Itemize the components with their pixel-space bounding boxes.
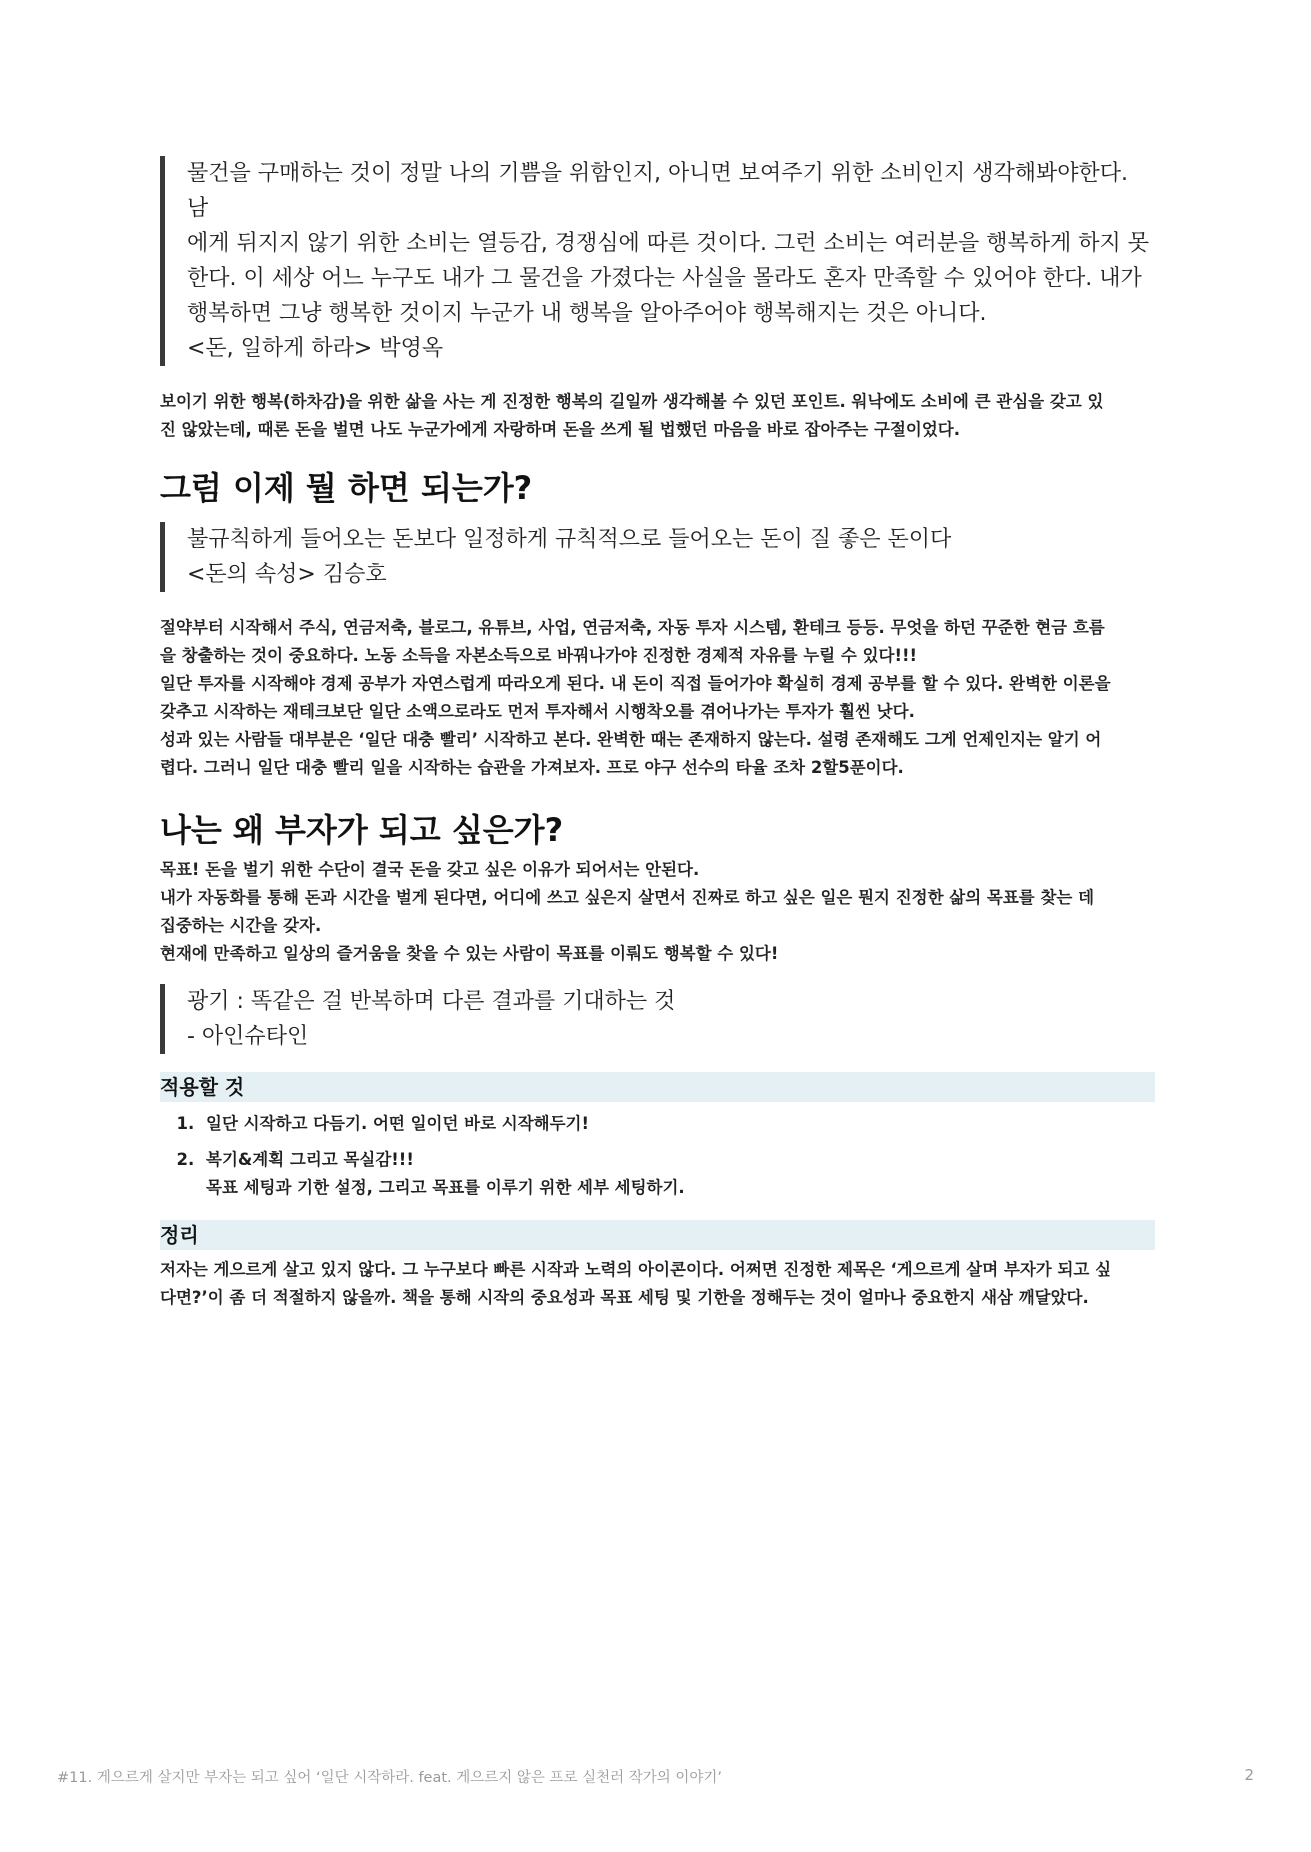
paragraph-line: 보이기 위한 행복(하차감)을 위한 삶을 사는 게 진정한 행복의 길일까 생각해볼 수 있던 포인트. 워낙에도 소비에 큰 관심을 갖고 있 [160,392,1104,411]
apply-list [160,1110,1155,1202]
paragraph-line: 내가 자동화를 통해 돈과 시간을 벌게 된다면, 어디에 쓰고 싶은지 살면서 진짜로 하고 싶은 일은 뭔지 진정한 삶의 목표를 찾는 데 [160,888,1095,907]
list-item-text: 일단 시작하고 다듬기. 어떤 일이던 바로 시작해두기! [206,1114,589,1133]
list-item [200,1110,1155,1138]
paragraph-line: 다면?’이 좀 더 적절하지 않을까. 책을 통해 시작의 중요성과 목표 세팅 및 기한을 정해두는 것이 얼마나 중요한지 새삼 깨달았다. [160,1288,1089,1307]
paragraph-1 [160,388,1155,444]
section-heading: 나는 왜 부자가 되고 싶은가? [160,811,564,849]
quote-block-3 [160,984,1155,1054]
paragraph-line: 갖추고 시작하는 재테크보단 일단 소액으로라도 먼저 투자해서 시행착오를 겪어나가는 투자가 훨씬 낫다. [160,702,915,721]
section-heading: 그럼 이제 뭘 하면 되는가? [160,469,533,507]
paragraph-line: 현재에 만족하고 일상의 즐거움을 찾을 수 있는 사람이 목표를 이뤄도 행복할 수 있다! [160,944,779,963]
page-number: 2 [1244,1766,1254,1784]
paragraph-line: 절약부터 시작해서 주식, 연금저축, 블로그, 유튜브, 사업, 연금저축, 자동 투자 시스템, 환테크 등등. 무엇을 하던 꾸준한 현금 흐름 [160,618,1105,637]
paragraph-line: 목표! 돈을 벌기 위한 수단이 결국 돈을 갖고 싶은 이유가 되어서는 안된다. [160,860,700,879]
quote-source: - 아인슈타인 [187,1024,309,1049]
quote-source: <돈의 속성> 김승호 [187,562,387,587]
list-item-text: 복기&계획 그리고 목실감!!! [206,1150,414,1169]
paragraph-line: 일단 투자를 시작해야 경제 공부가 자연스럽게 따라오게 된다. 내 돈이 직접 들어가야 확실히 경제 공부를 할 수 있다. 완벽한 이론을 [160,674,1111,693]
summary-paragraph [160,1256,1155,1312]
quote-line: 불규칙하게 들어오는 돈보다 일정하게 규칙적으로 들어오는 돈이 질 좋은 돈이다 [187,527,952,552]
paragraph-line: 을 창출하는 것이 중요하다. 노동 소득을 자본소득으로 바꿔나가야 진정한 경제적 자유를 누릴 수 있다!!! [160,646,918,665]
quote-source: <돈, 일하게 하라> 박영옥 [187,336,444,361]
paragraph-line: 진 않았는데, 때론 돈을 벌면 나도 누군가에게 자랑하며 돈을 쓰게 될 법했던 마음을 바로 잡아주는 구절이었다. [160,420,961,439]
quote-block-2 [160,522,1155,592]
paragraph-2 [160,614,1155,782]
paragraph-line: 집중하는 시간을 갖자. [160,916,322,935]
quote-line: 광기 : 똑같은 걸 반복하며 다른 결과를 기대하는 것 [187,989,676,1014]
quote-line: 행복하면 그냥 행복한 것이지 누군가 내 행복을 알아주어야 행복해지는 것은 아니다. [187,301,987,326]
quote-line: 에게 뒤지지 않기 위한 소비는 열등감, 경쟁심에 따른 것이다. 그런 소비는 여러분을 행복하게 하지 못 [187,231,1149,256]
subsection-heading: 적용할 것 [160,1072,1155,1102]
paragraph-3 [160,856,1155,968]
list-item-subtext: 목표 세팅과 기한 설정, 그리고 목표를 이루기 위한 세부 세팅하기. [206,1178,685,1197]
list-item [200,1146,1155,1202]
paragraph-line: 저자는 게으르게 살고 있지 않다. 그 누구보다 빠른 시작과 노력의 아이콘이다. 어쩌면 진정한 제목은 ‘게으르게 살며 부자가 되고 싶 [160,1260,1112,1279]
document-body [160,150,1155,1312]
quote-block-1 [160,156,1155,366]
quote-line: 물건을 구매하는 것이 정말 나의 기쁨을 위함인지, 아니면 보여주기 위한 소비인지 생각해봐야한다. 남 [187,161,1128,221]
subsection-heading: 정리 [160,1220,1155,1250]
footer-title: #11. 게으르게 살지만 부자는 되고 싶어 ‘일단 시작하라. feat. 게으르지 않은 프로 실천러 작가의 이야기’ [57,1770,723,1786]
paragraph-line: 성과 있는 사람들 대부분은 ‘일단 대충 빨리’ 시작하고 본다. 완벽한 때는 존재하지 않는다. 설령 존재해도 그게 언제인지는 알기 어 [160,730,1102,749]
quote-line: 한다. 이 세상 어느 누구도 내가 그 물건을 가졌다는 사실을 몰라도 혼자 만족할 수 있어야 한다. 내가 [187,266,1142,291]
paragraph-line: 렵다. 그러니 일단 대충 빨리 일을 시작하는 습관을 가져보자. 프로 야구 선수의 타율 조차 2할5푼이다. [160,758,904,777]
